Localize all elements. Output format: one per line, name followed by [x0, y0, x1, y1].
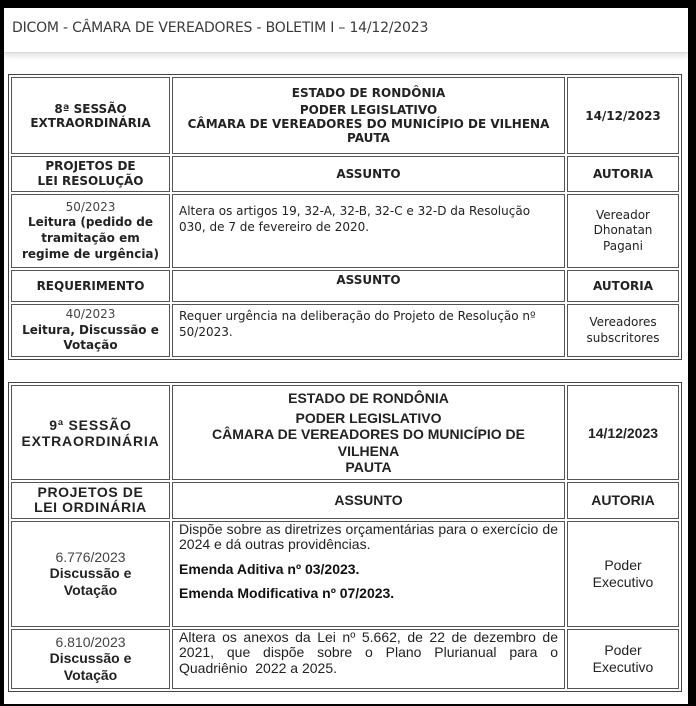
section-type-label: PROJETOS DE LEI ORDINÁRIA [11, 482, 170, 519]
emenda-modificativa: Emenda Modificativa nº 07/2023. [179, 584, 395, 601]
table-row [11, 194, 679, 268]
section-type-label: REQUERIMENTO [11, 270, 170, 302]
item-autoria: Poder Executivo [567, 629, 679, 689]
page [4, 8, 688, 704]
item-number: 6.810/2023 [55, 633, 126, 650]
item-identifier [11, 194, 170, 268]
autoria-label: AUTORIA [567, 156, 679, 192]
item-assunto-cell [172, 521, 565, 627]
item-stage: Leitura, Discussão e Votação [22, 322, 159, 353]
item-assunto: Altera os artigos 19, 32-A, 32-B, 32-C e 32-D da Resolução 030, de 7 de fevereiro de 2020. [172, 194, 565, 268]
autoria-label: AUTORIA [567, 270, 679, 302]
session-date: 14/12/2023 [567, 77, 679, 154]
item-number: 6.776/2023 [55, 548, 126, 565]
item-assunto: Requer urgência na deliberação do Projeto de Resolução nº 50/2023. [172, 304, 565, 357]
table-row [11, 629, 679, 689]
section-header-row [11, 270, 679, 302]
item-identifier [11, 521, 170, 627]
item-number: 50/2023 [65, 199, 116, 214]
item-assunto: Altera os anexos da Lei nº 5.662, de 22 de dezembro de 2021, que dispõe sobre o Plano Plurianual para o Quadriênio 2022 a 2025. [172, 629, 565, 689]
page-header [4, 8, 688, 53]
page-title: DICOM - CÂMARA DE VEREADORES - BOLETIM I – 14/12/2023 [12, 20, 429, 36]
assunto-label: ASSUNTO [172, 270, 565, 302]
table-row [11, 304, 679, 357]
emenda-aditiva: Emenda Aditiva nº 03/2023. [179, 560, 360, 577]
institution-header: ESTADO DE RONDÔNIA PODER LEGISLATIVO CÂMARA DE VEREADORES DO MUNICÍPIO DE VILHENA PAUTA [172, 385, 565, 480]
item-autoria: Poder Executivo [567, 521, 679, 627]
autoria-label: AUTORIA [567, 482, 679, 519]
item-stage: Discussão e Votação [49, 650, 132, 684]
pauta-table-8a-sessao [8, 74, 682, 360]
table-header-row [11, 385, 679, 480]
session-title: 8ª SESSÃO EXTRAORDINÁRIA [11, 77, 170, 154]
item-autoria: Vereador Dhonatan Pagani [567, 194, 679, 268]
section-header-row [11, 156, 679, 192]
assunto-label: ASSUNTO [172, 482, 565, 519]
table-row [11, 521, 679, 627]
session-title: 9ª SESSÃO EXTRAORDINÁRIA [11, 385, 170, 480]
section-type-label: PROJETOS DE LEI RESOLUÇÃO [11, 156, 170, 192]
assunto-label: ASSUNTO [172, 156, 565, 192]
institution-header: ESTADO DE RONDÔNIA PODER LEGISLATIVO CÂMARA DE VEREADORES DO MUNICÍPIO DE VILHENA PAUTA [172, 77, 565, 154]
table-header-row [11, 77, 679, 154]
session-date: 14/12/2023 [567, 385, 679, 480]
pauta-table-9a-sessao [8, 382, 682, 692]
item-number: 40/2023 [65, 307, 116, 322]
item-autoria: Vereadores subscritores [567, 304, 679, 357]
item-identifier [11, 304, 170, 357]
item-stage: Discussão e Votação [49, 565, 132, 599]
section-header-row [11, 482, 679, 519]
item-assunto: Dispõe sobre as diretrizes orçamentárias para o exercício de 2024 e dá outras providências. [179, 520, 558, 553]
item-stage: Leitura (pedido de tramitação em regime de urgência) [21, 215, 160, 261]
item-identifier [11, 629, 170, 689]
